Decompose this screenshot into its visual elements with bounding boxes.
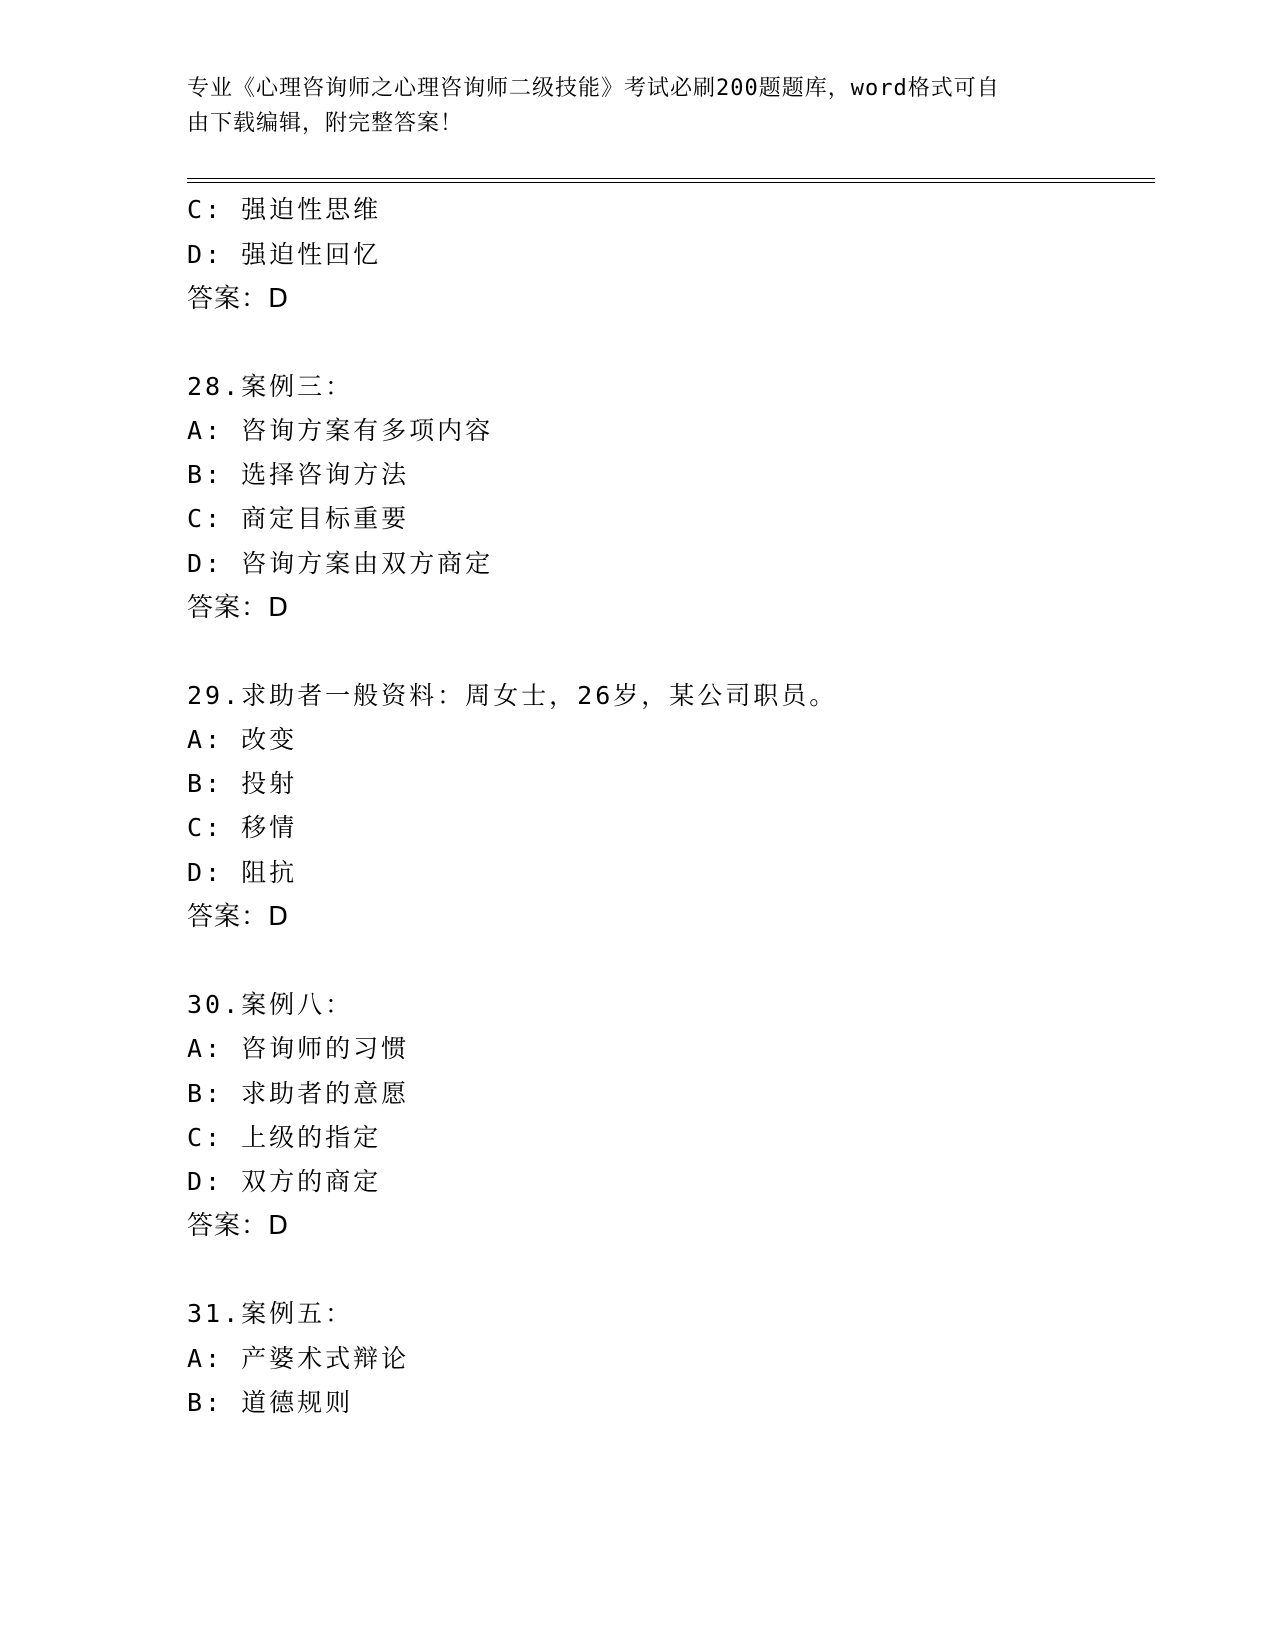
option-line: A: 产婆术式辩论 <box>187 1344 410 1373</box>
option-line: B: 投射 <box>187 769 298 798</box>
option-line: A: 咨询师的习惯 <box>187 1034 410 1063</box>
option-line: C: 移情 <box>187 813 298 842</box>
option-line: D: 强迫性回忆 <box>187 240 382 269</box>
option-line: C: 强迫性思维 <box>187 195 382 224</box>
answer-line: 答案：D <box>187 902 290 932</box>
option-line: D: 双方的商定 <box>187 1167 382 1196</box>
option-line: D: 阻抗 <box>187 858 298 887</box>
question-line: 31.案例五： <box>187 1299 354 1328</box>
question-line: 28.案例三： <box>187 372 354 401</box>
question-line: 29.求助者一般资料：周女士，26岁，某公司职员。 <box>187 681 838 710</box>
answer-line: 答案：D <box>187 284 290 314</box>
doc-header-line-1: 专业《心理咨询师之心理咨询师二级技能》考试必刷200题题库，word格式可自 <box>187 76 1000 101</box>
option-line: B: 道德规则 <box>187 1388 354 1417</box>
option-line: C: 商定目标重要 <box>187 504 410 533</box>
header-divider-top <box>187 178 1155 179</box>
question-line: 30.案例八： <box>187 990 354 1019</box>
option-line: D: 咨询方案由双方商定 <box>187 549 494 578</box>
option-line: B: 求助者的意愿 <box>187 1079 410 1108</box>
option-line: B: 选择咨询方法 <box>187 460 410 489</box>
option-line: A: 咨询方案有多项内容 <box>187 416 494 445</box>
answer-line: 答案：D <box>187 593 290 623</box>
answer-line: 答案：D <box>187 1211 290 1241</box>
header-divider-bottom <box>187 182 1155 183</box>
doc-header-line-2: 由下载编辑，附完整答案！ <box>187 111 464 136</box>
option-line: A: 改变 <box>187 725 298 754</box>
option-line: C: 上级的指定 <box>187 1123 382 1152</box>
